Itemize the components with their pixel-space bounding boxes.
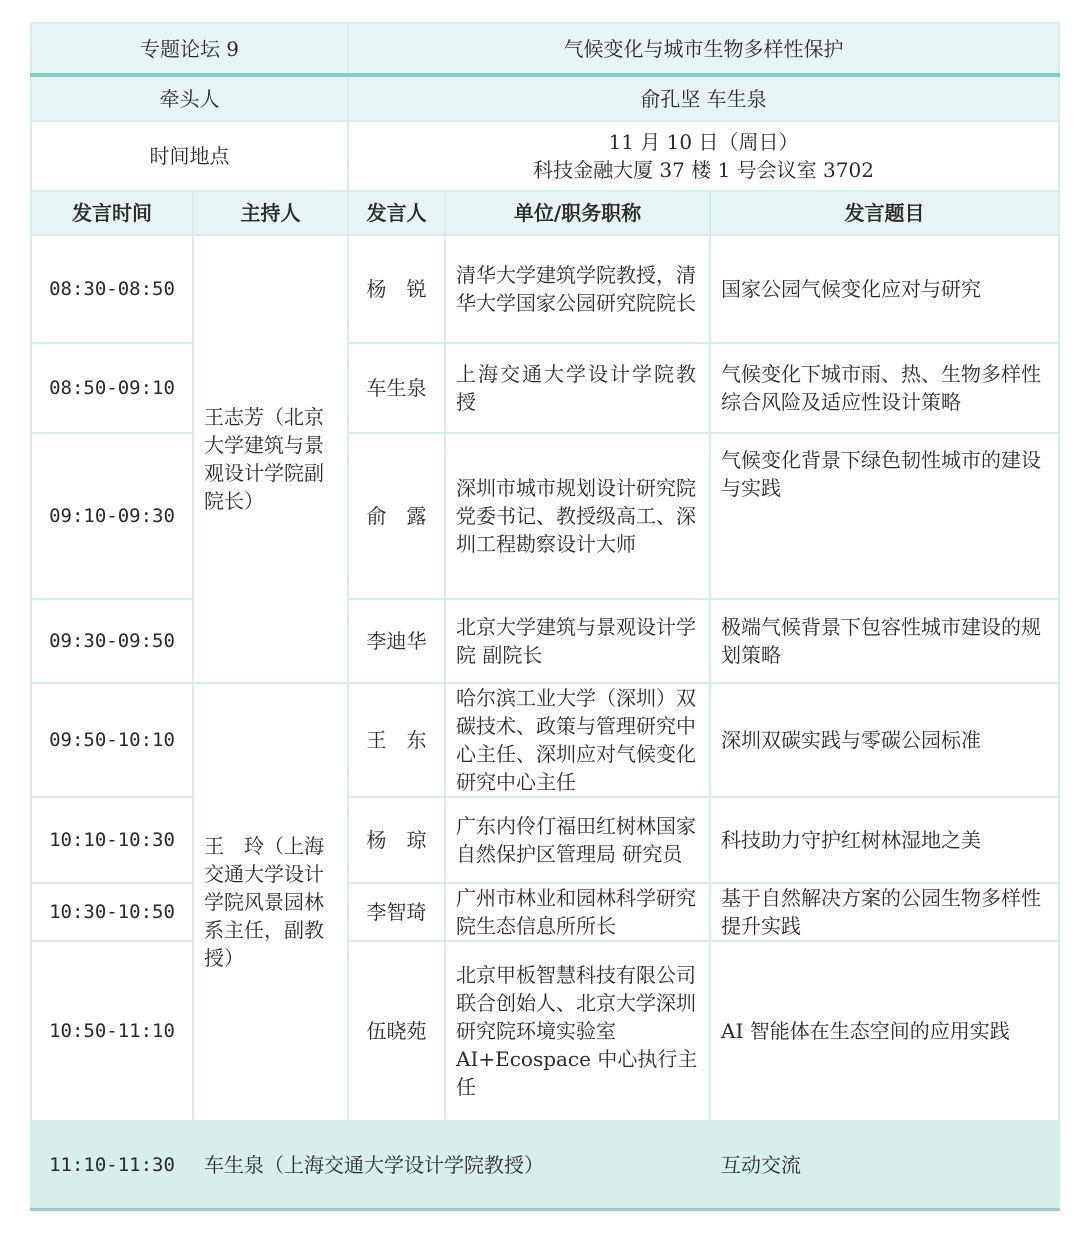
forum-schedule [30, 22, 1058, 1211]
talk-topic: 深圳双碳实践与零碳公园标准 [710, 683, 1059, 797]
talk-topic: 气候变化下城市雨、热、生物多样性综合风险及适应性设计策略 [710, 343, 1059, 433]
header-time: 发言时间 [31, 191, 193, 235]
closing-row [31, 1121, 1059, 1209]
slot-time: 10:50-11:10 [31, 941, 193, 1121]
header-host: 主持人 [193, 191, 348, 235]
speaker-name: 车生泉 [348, 343, 445, 433]
speaker-affiliation: 哈尔滨工业大学（深圳）双碳技术、政策与管理研究中心主任、深圳应对气候变化研究中心主任 [445, 683, 710, 797]
closing-time: 11:10-11:30 [31, 1121, 193, 1209]
time-place-value [348, 121, 1059, 191]
forum-title: 气候变化与城市生物多样性保护 [348, 23, 1059, 75]
table-row [31, 683, 1059, 797]
table-row [31, 235, 1059, 343]
speaker-name: 俞 露 [348, 433, 445, 599]
speaker-affiliation: 清华大学建筑学院教授，清华大学国家公园研究院院长 [445, 235, 710, 343]
table-row [31, 941, 1059, 1121]
host-cell: 王 玲（上海交通大学设计学院风景园林系主任，副教授） [193, 683, 348, 1121]
speaker-name: 伍晓苑 [348, 941, 445, 1121]
schedule-table [30, 22, 1060, 1211]
table-row [31, 883, 1059, 941]
time-place-label: 时间地点 [31, 121, 348, 191]
speaker-name: 王 东 [348, 683, 445, 797]
speaker-name: 杨 琼 [348, 797, 445, 883]
table-row [31, 797, 1059, 883]
table-row [31, 433, 1059, 599]
speaker-affiliation: 广州市林业和园林科学研究院生态信息所所长 [445, 883, 710, 941]
header-speaker: 发言人 [348, 191, 445, 235]
leader-row [31, 75, 1059, 121]
forum-row [31, 23, 1059, 75]
forum-label: 专题论坛 9 [31, 23, 348, 75]
slot-time: 09:50-10:10 [31, 683, 193, 797]
speaker-affiliation: 广东内伶仃福田红树林国家自然保护区管理局 研究员 [445, 797, 710, 883]
talk-topic: 国家公园气候变化应对与研究 [710, 235, 1059, 343]
column-header-row [31, 191, 1059, 235]
table-row [31, 343, 1059, 433]
speaker-affiliation: 深圳市城市规划设计研究院党委书记、教授级高工、深圳工程勘察设计大师 [445, 433, 710, 599]
closing-topic: 互动交流 [710, 1121, 1059, 1209]
speaker-affiliation: 北京大学建筑与景观设计学院 副院长 [445, 599, 710, 683]
time-place-row [31, 121, 1059, 191]
table-row [31, 599, 1059, 683]
slot-time: 10:10-10:30 [31, 797, 193, 883]
speaker-name: 杨 锐 [348, 235, 445, 343]
slot-time: 10:30-10:50 [31, 883, 193, 941]
slot-time: 09:10-09:30 [31, 433, 193, 599]
speaker-affiliation: 北京甲板智慧科技有限公司联合创始人、北京大学深圳研究院环境实验室AI+Ecospace 中心执行主任 [445, 941, 710, 1121]
speaker-name: 李智琦 [348, 883, 445, 941]
host-cell: 王志芳（北京大学建筑与景观设计学院副院长） [193, 235, 348, 683]
talk-topic: 科技助力守护红树林湿地之美 [710, 797, 1059, 883]
speaker-affiliation: 上海交通大学设计学院教授 [445, 343, 710, 433]
header-topic: 发言题目 [710, 191, 1059, 235]
talk-topic: 基于自然解决方案的公园生物多样性提升实践 [710, 883, 1059, 941]
leader-value: 俞孔坚 车生泉 [348, 75, 1059, 121]
slot-time: 08:50-09:10 [31, 343, 193, 433]
leader-label: 牵头人 [31, 75, 348, 121]
talk-topic: 极端气候背景下包容性城市建设的规划策略 [710, 599, 1059, 683]
slot-time: 08:30-08:50 [31, 235, 193, 343]
closing-host: 车生泉（上海交通大学设计学院教授） [193, 1121, 710, 1209]
talk-topic: AI 智能体在生态空间的应用实践 [710, 941, 1059, 1121]
talk-topic: 气候变化背景下绿色韧性城市的建设与实践 [710, 433, 1059, 599]
header-affiliation: 单位/职务职称 [445, 191, 710, 235]
event-date: 11 月 10 日（周日） [608, 130, 799, 154]
slot-time: 09:30-09:50 [31, 599, 193, 683]
speaker-name: 李迪华 [348, 599, 445, 683]
event-place: 科技金融大厦 37 楼 1 号会议室 3702 [533, 158, 874, 182]
